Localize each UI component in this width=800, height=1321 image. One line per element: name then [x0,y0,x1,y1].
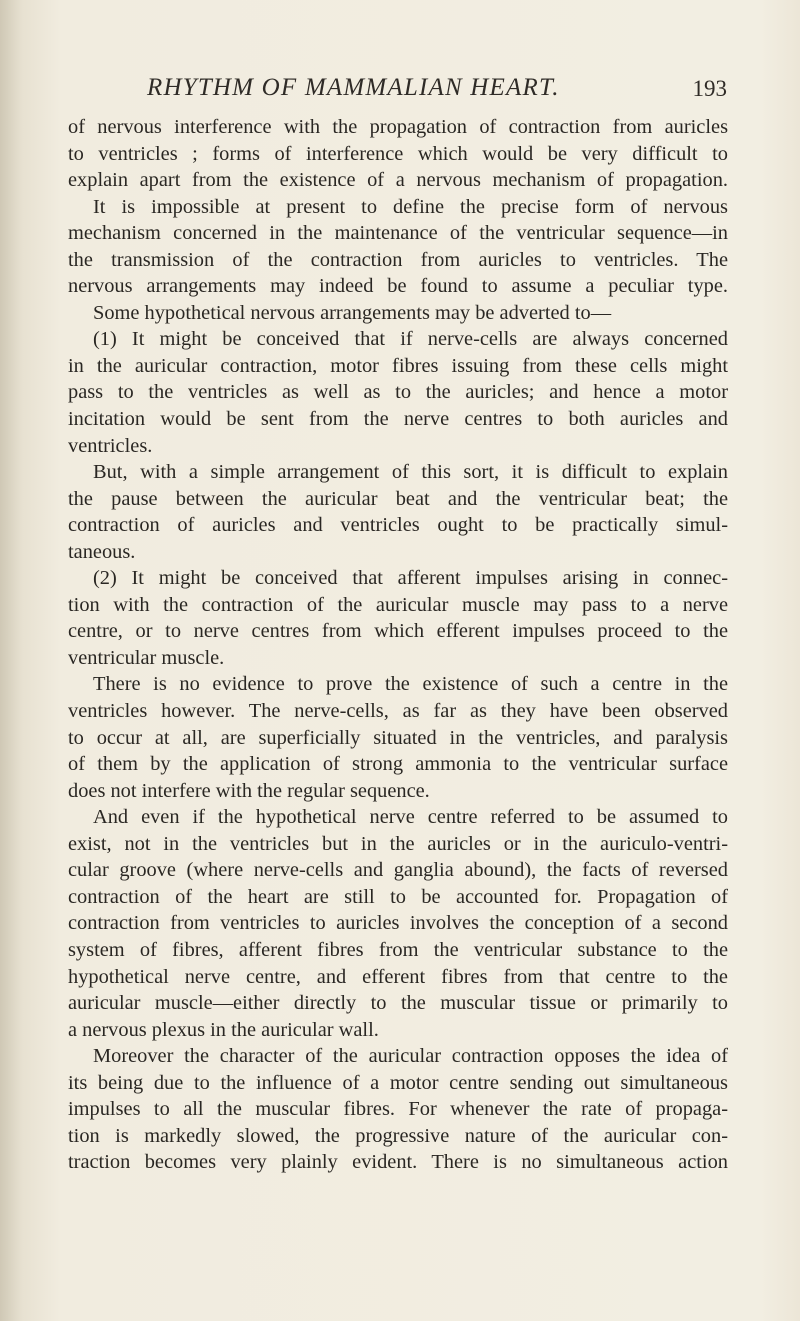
text-line: system of fibres, afferent fibres from the ventricular substance to the [68,938,728,961]
text-line: cular groove (where nerve-cells and ganglia abound), the facts of reversed [68,859,728,882]
text-line: a nervous plexus in the auricular wall. [68,1018,379,1041]
text-line: tion with the contraction of the auricular muscle may pass to a nerve [68,593,728,616]
text-line: There is no evidence to prove the existence of such a centre in the [93,673,728,696]
text-line: contraction from ventricles to auricles involves the conception of a second [68,912,728,935]
text-line: incitation would be sent from the nerve centres to both auricles and [68,408,728,431]
text-line: exist, not in the ventricles but in the auricles or in the auriculo-ventri- [68,832,728,855]
text-line: to ventricles ; forms of interference which would be very difficult to [68,142,728,165]
text-line: the pause between the auricular beat and the ventricular beat; the [68,487,728,510]
text-line: Some hypothetical nervous arrangements may be adverted to— [93,301,612,324]
text-line: impulses to all the muscular fibres. For whenever the rate of propaga- [68,1098,728,1121]
text-line: mechanism concerned in the maintenance of the ventricular sequence—in [68,222,728,245]
text-line: in the auricular contraction, motor fibres issuing from these cells might [68,354,728,377]
text-line: the transmission of the contraction from auricles to ventricles. The [68,248,728,271]
text-line: of nervous interference with the propagation of contraction from auricles [68,116,728,138]
text-line: tion is markedly slowed, the progressive nature of the auricular con- [68,1124,728,1147]
text-line: And even if the hypothetical nerve centre referred to be assumed to [93,806,728,829]
text-line: Moreover the character of the auricular contraction opposes the idea of [93,1045,728,1068]
text-line: auricular muscle—either directly to the muscular tissue or primarily to [68,992,728,1015]
page-header [147,66,727,106]
text-line: contraction of auricles and ventricles ought to be practically simul- [68,514,728,537]
body-text [68,114,728,1176]
text-line: its being due to the influence of a motor centre sending out simultaneous [68,1071,728,1094]
text-line: ventricles however. The nerve-cells, as far as they have been observed [68,700,728,723]
text-line: ventricles. [68,434,153,457]
text-line: pass to the ventricles as well as to the auricles; and hence a motor [68,381,728,404]
text-line: taneous. [68,540,136,563]
text-line: hypothetical nerve centre, and efferent fibres from that centre to the [68,965,728,988]
text-line: explain apart from the existence of a nervous mechanism of propagation. [68,169,728,192]
text-line: It is impossible at present to define the precise form of nervous [93,195,728,218]
text-line: centre, or to nerve centres from which efferent impulses proceed to the [68,620,728,643]
text-line: contraction of the heart are still to be accounted for. Propagation of [68,885,728,908]
text-line: But, with a simple arrangement of this sort, it is difficult to explain [93,461,728,484]
text-line: nervous arrangements may indeed be found to assume a peculiar type. [68,275,728,298]
text-line: traction becomes very plainly evident. There is no simultaneous action [68,1151,728,1174]
text-line: of them by the application of strong ammonia to the ventricular surface [68,753,728,776]
text-line: does not interfere with the regular sequence. [68,779,430,802]
text-line: (1) It might be conceived that if nerve-cells are always concerned [93,328,728,351]
text-line: (2) It might be conceived that afferent impulses arising in connec- [93,567,728,590]
text-line: ventricular muscle. [68,646,225,669]
page-number: 193 [692,76,727,101]
text-line: to occur at all, are superficially situated in the ventricles, and paralysis [68,726,728,749]
running-title: RHYTHM OF MAMMALIAN HEART. [147,74,560,101]
